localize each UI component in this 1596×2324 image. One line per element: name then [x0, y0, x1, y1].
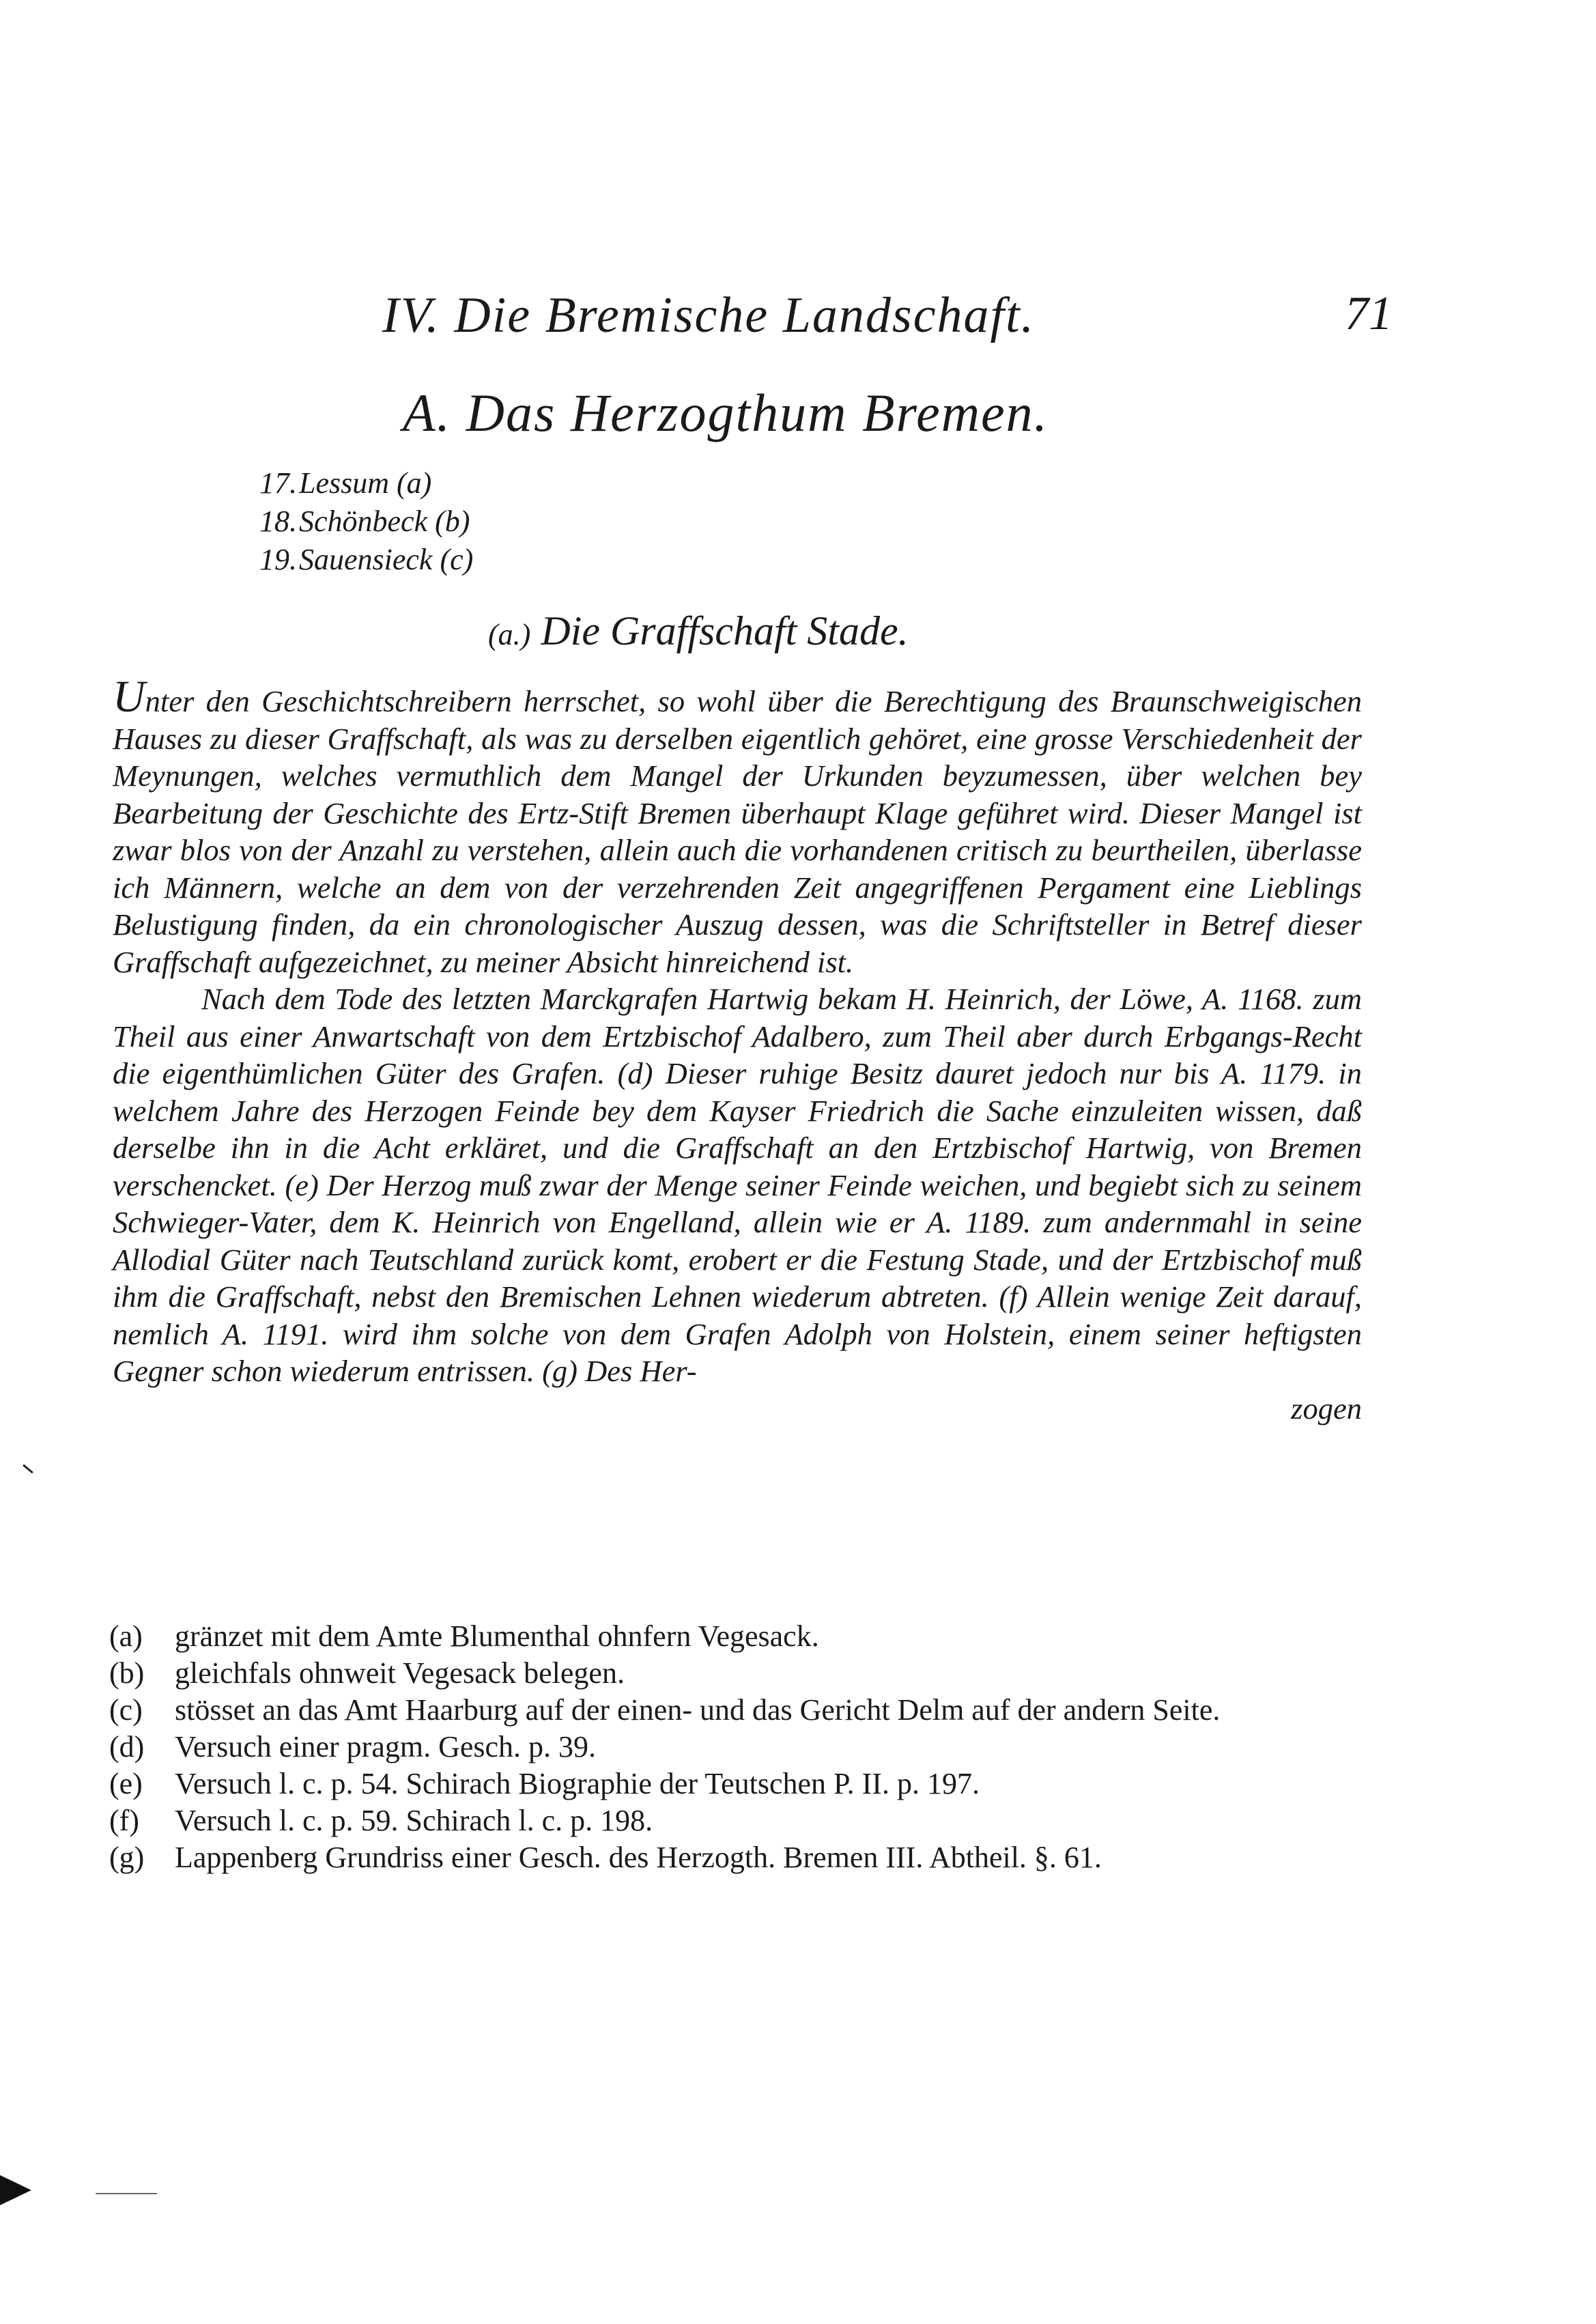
list-item: [259, 502, 473, 541]
footnote-text: gleichfals ohnweit Vegesack belegen.: [175, 1656, 625, 1690]
page-header: [382, 287, 1393, 355]
footnote-label: (d): [109, 1730, 145, 1763]
footnote-label: (g): [109, 1841, 145, 1874]
footnote-label: (a): [109, 1619, 143, 1653]
list-item: [259, 541, 473, 579]
footnote-text: stösset an das Amt Haarburg auf der einen- und das Gericht Delm auf der andern Seite.: [175, 1693, 1221, 1727]
footnote-label: (b): [109, 1656, 145, 1690]
item-label: Sauensieck (c): [299, 543, 474, 576]
list-item: [259, 464, 473, 502]
subsection-marker: (a.): [488, 618, 531, 651]
footnote: [109, 1655, 1365, 1692]
catchword: zogen: [1291, 1391, 1362, 1426]
page-corner-marker-icon: [0, 2175, 31, 2205]
footnote-text: Versuch einer pragm. Gesch. p. 39.: [175, 1730, 597, 1763]
scan-speck: [23, 1464, 33, 1474]
footnote-text: gränzet mit dem Amte Blumenthal ohnfern Vegesack.: [175, 1619, 819, 1653]
paragraph-1-text: nter den Geschichtschreibern herrschet, so wohl über die Berechtigung des Braunschweigischen Hauses zu dieser Graffschaft, als was zu derselben eigentlich gehöret, eine grosse Verschiedenheit der Meynungen, welches vermuthlich dem Mangel der Urkunden beyzumessen, über welchen bey Bearbeitung der Geschichte des Ertz-Stift Bremen überhaupt Klage geführet wird. Dieser Mangel ist zwar blos von der Anzahl zu verstehen, allein auch die vorhandenen critisch zu beurtheilen, überlasse ich Männern, welche an dem von der verzehrenden Zeit angegriffenen Pergament eine Lieblings Belustigung finden, da ein chronologischer Auszug dessen, was die Schriftsteller in Betref dieser Graffschaft aufgezeichnet, zu meiner Absicht hinreichend ist.: [113, 684, 1362, 979]
footnote: [109, 1802, 1365, 1839]
item-label: Lessum (a): [299, 466, 432, 500]
footnote: [109, 1729, 1365, 1766]
paragraph-2: Nach dem Tode des letzten Marckgrafen Hartwig bekam H. Heinrich, der Löwe, A. 1168. zum Theil aus einer Anwartschaft von dem Ertzbischof Adalbero, zum Theil aber durch Erbgangs-Recht die eigenthümlichen Güter des Grafen. (d) Dieser ruhige Besitz dauret jedoch nur bis A. 1179. in welchem Jahre des Herzogen Feinde bey dem Kayser Friedrich die Sache einzuleiten wissen, daß derselbe ihn in die Acht erkläret, und die Graffschaft an den Ertzbischof Hartwig, von Bremen verschencket. (e) Der Herzog muß zwar der Menge seiner Feinde weichen, und begiebt sich zu seinem Schwieger-Vater, dem K. Heinrich von Engelland, allein wie er A. 1189. zum andernmahl in seine Allodial Güter nach Teutschland zurück komt, erobert er die Festung Stade, und der Ertzbischof muß ihm die Graffschaft, nebst den Bremischen Lehnen wiederum abtreten. (f) Allein wenige Zeit darauf, nemlich A. 1191. wird ihm solche von dem Grafen Adolph von Holstein, einem seiner heftigsten Gegner schon wiederum entrissen. (g) Des Her-: [113, 982, 1362, 1388]
bottom-rule: [96, 2193, 157, 2194]
body-text: [113, 672, 1362, 1427]
item-label: Schönbeck (b): [299, 505, 470, 538]
footnote-text: Versuch l. c. p. 59. Schirach l. c. p. 198.: [175, 1804, 653, 1837]
footnote: [109, 1618, 1365, 1655]
running-head: IV. Die Bremische Landschaft.: [382, 287, 1036, 343]
page-number: 71: [1345, 287, 1393, 340]
footnote-label: (c): [109, 1693, 143, 1727]
section-title: A. Das Herzogthum Bremen.: [403, 383, 1049, 442]
footnote: [109, 1839, 1365, 1876]
item-number: 18.: [259, 505, 297, 538]
footnotes: [109, 1618, 1365, 1876]
item-number: 17.: [259, 466, 297, 500]
subsection-heading: Die Graffschaft Stade.: [541, 608, 909, 653]
footnote: [109, 1692, 1365, 1729]
drop-cap: U: [113, 672, 145, 722]
footnote-label: (f): [109, 1804, 139, 1837]
paragraph-1: [113, 672, 1362, 980]
footnote-text: Versuch l. c. p. 54. Schirach Biographie der Teutschen P. II. p. 197.: [175, 1767, 980, 1800]
subsection-title: [488, 608, 909, 655]
footnote: [109, 1766, 1365, 1802]
footnote-label: (e): [109, 1767, 143, 1800]
item-number: 19.: [259, 543, 297, 576]
footnote-text: Lappenberg Grundriss einer Gesch. des Herzogth. Bremen III. Abtheil. §. 61.: [175, 1841, 1102, 1874]
place-index-list: [259, 464, 473, 579]
